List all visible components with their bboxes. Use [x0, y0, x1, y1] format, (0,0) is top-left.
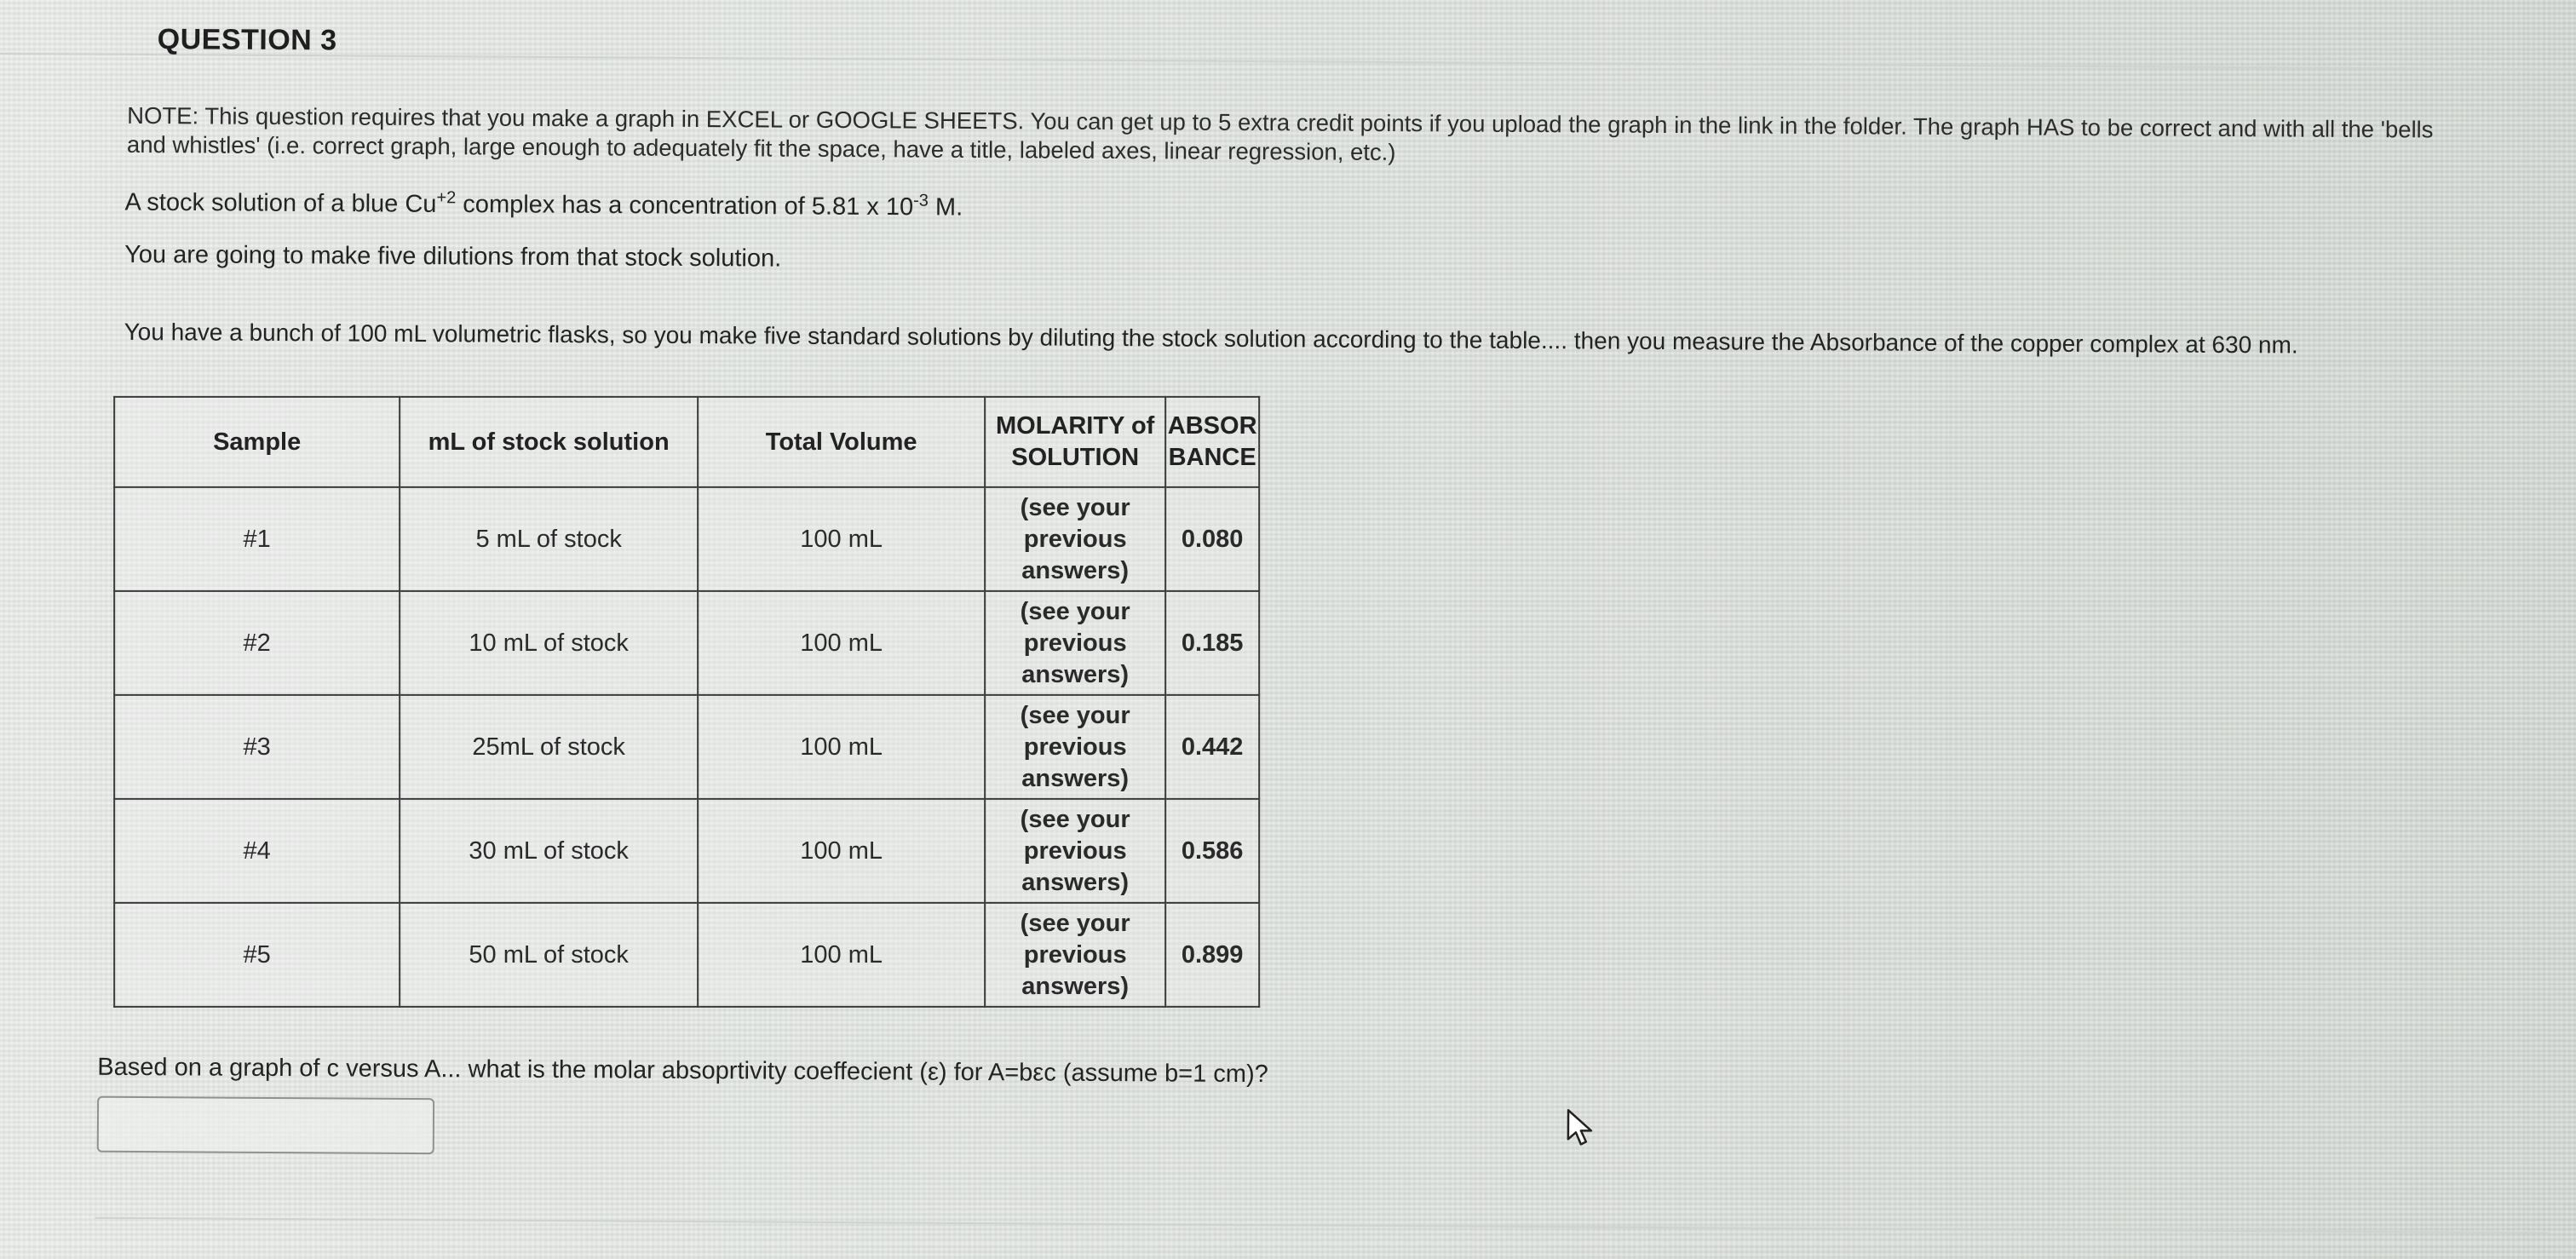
cell-absorbance: 0.586 [1165, 799, 1259, 903]
molarity-line1: (see your [1020, 597, 1130, 625]
header-absorbance [1165, 397, 1259, 487]
molarity-line3: answers) [1021, 764, 1130, 792]
table-intro-text: You have a bunch of 100 mL volumetric flasks, so you make five standard solutions by diluting the stock solution according to the table.... then you measure the Absorbance of the copper complex at 630 nm. [124, 318, 2298, 359]
table-row [114, 695, 1259, 799]
cell-ml-stock: 50 mL of stock [400, 903, 698, 1007]
cell-absorbance: 0.185 [1165, 591, 1259, 695]
cell-sample: #5 [114, 903, 400, 1007]
table-row [114, 487, 1259, 591]
molarity-line1: (see your [1020, 701, 1130, 729]
table-row [114, 903, 1259, 1007]
cell-ml-stock: 10 mL of stock [400, 591, 698, 695]
mouse-pointer-icon [1565, 1107, 1596, 1147]
table-row [114, 799, 1259, 903]
cell-molarity [985, 591, 1165, 695]
bottom-divider [95, 1217, 2548, 1234]
cell-ml-stock: 5 mL of stock [400, 487, 698, 591]
extra-credit-note: NOTE: This question requires that you make a graph in EXCEL or GOOGLE SHEETS. You can get up to 5 extra credit points if you upload the graph in the link in the folder. The graph HAS to be correct and with all the 'bells and whistles' (i.e. correct graph, large enough to adequately fit the space, have a title, labeled axes, linear regression, etc.) [126, 101, 2434, 166]
molarity-line1: (see your [1020, 805, 1130, 833]
molarity-line3: answers) [1021, 556, 1130, 584]
cell-total-volume: 100 mL [698, 799, 985, 903]
molarity-line2: previous [1023, 940, 1127, 969]
stock-text-pre: A stock solution of a blue Cu [124, 188, 437, 218]
molarity-line1: (see your [1020, 909, 1130, 937]
header-molarity-line1: MOLARITY of [995, 411, 1155, 440]
table-header-row [114, 397, 1259, 487]
cell-molarity [985, 799, 1165, 903]
cell-absorbance: 0.080 [1165, 487, 1259, 591]
molarity-line1: (see your [1020, 493, 1130, 521]
cell-sample: #1 [114, 487, 400, 591]
header-molarity [985, 397, 1165, 487]
molarity-line3: answers) [1021, 660, 1130, 688]
molarity-line3: answers) [1021, 972, 1130, 1000]
molarity-line3: answers) [1021, 868, 1130, 896]
dilutions-text: You are going to make five dilutions from that stock solution. [124, 240, 782, 273]
question-prompt: Based on a graph of c versus A... what is the molar absoprtivity coeffecient (ε) for A=bεc (assume b=1 cm)? [97, 1053, 1268, 1089]
dilution-table [113, 396, 1260, 1008]
cell-total-volume: 100 mL [698, 591, 985, 695]
cell-total-volume: 100 mL [698, 695, 985, 799]
cell-molarity [985, 695, 1165, 799]
molarity-line2: previous [1023, 733, 1127, 761]
cell-ml-stock: 25mL of stock [400, 695, 698, 799]
header-molarity-line2: SOLUTION [1011, 443, 1140, 471]
cell-sample: #4 [114, 799, 400, 903]
header-absorbance-line2: BANCE [1168, 443, 1256, 471]
molarity-line2: previous [1023, 629, 1127, 657]
cell-sample: #2 [114, 591, 400, 695]
cell-total-volume: 100 mL [698, 487, 985, 591]
cell-total-volume: 100 mL [698, 903, 985, 1007]
header-ml-stock: mL of stock solution [400, 397, 698, 487]
question-title: QUESTION 3 [157, 23, 337, 57]
charge-superscript: +2 [436, 188, 457, 208]
cell-ml-stock: 30 mL of stock [400, 799, 698, 903]
top-divider [0, 53, 2576, 70]
molarity-line2: previous [1023, 525, 1127, 553]
stock-solution-text [124, 187, 963, 222]
cell-absorbance: 0.442 [1165, 695, 1259, 799]
cell-molarity [985, 903, 1165, 1007]
stock-text-post: M. [928, 193, 963, 221]
exponent-superscript: -3 [913, 191, 929, 210]
cell-sample: #3 [114, 695, 400, 799]
header-absorbance-line1: ABSOR [1167, 411, 1257, 440]
cell-absorbance: 0.899 [1165, 903, 1259, 1007]
cell-molarity [985, 487, 1165, 591]
header-sample: Sample [114, 397, 400, 487]
header-total-volume: Total Volume [698, 397, 985, 487]
stock-text-mid: complex has a concentration of 5.81 x 10 [456, 190, 914, 221]
molarity-line2: previous [1023, 836, 1127, 865]
answer-input[interactable] [97, 1096, 434, 1154]
table-row [114, 591, 1259, 695]
